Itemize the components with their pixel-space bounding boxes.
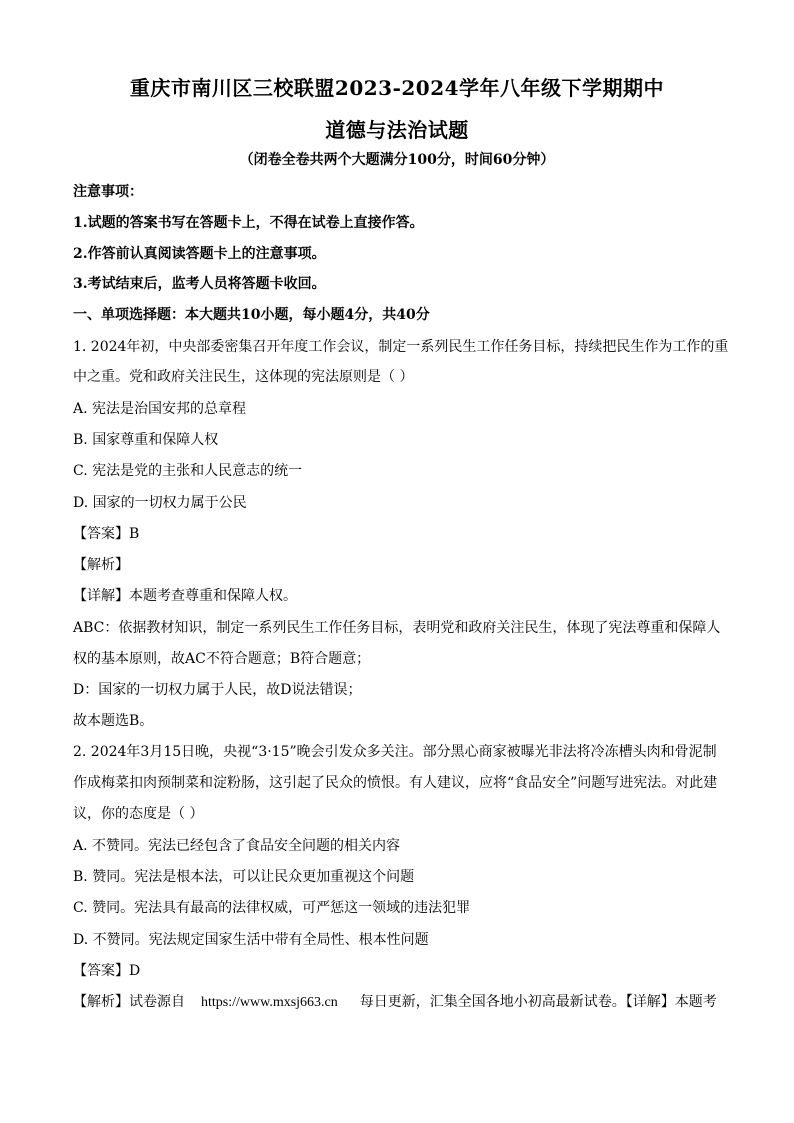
- source-text: 试卷源自: [129, 994, 185, 1010]
- question-1-analysis-label: 【解析】: [73, 557, 129, 573]
- question-1-stem: 中之重。党和政府关注民生，这体现的宪法原则是（ ）: [73, 369, 414, 385]
- question-1-conclusion: 故本题选B。: [73, 713, 154, 729]
- question-2-option-b: B. 赞同。宪法是根本法，可以让民众更加重视这个问题: [73, 869, 415, 885]
- source-tail: 每日更新，汇集全国各地小初高最新试卷。【详解】本题考: [359, 994, 717, 1010]
- source-link[interactable]: https://www.mxsj663.cn: [201, 995, 338, 1010]
- question-1-option-d: D. 国家的一切权力属于公民: [73, 495, 247, 511]
- notice-item: 1.试题的答案书写在答题卡上，不得在试卷上直接作答。: [73, 215, 424, 231]
- question-2-stem: 作成梅菜扣肉预制菜和淀粉肠，这引起了民众的愤恨。有人建议，应将“食品安全”问题写进宪法。对此建: [73, 775, 718, 791]
- question-2-analysis-label: 【解析】: [73, 994, 129, 1010]
- question-1-option-c: C. 宪法是党的主张和人民意志的统一: [73, 463, 303, 479]
- notice-item: 3.考试结束后，监考人员将答题卡收回。: [73, 276, 326, 292]
- question-2-option-c: C. 赞同。宪法具有最高的法律权威，可严惩这一领域的违法犯罪: [73, 900, 471, 916]
- exam-title: 重庆市南川区三校联盟2023-2024学年八年级下学期期中: [129, 76, 665, 100]
- question-2-answer: 【答案】D: [73, 963, 141, 979]
- exam-subtitle: （闭卷全卷共两个大题满分100分，时间60分钟）: [239, 152, 555, 168]
- question-2-option-d: D. 不赞同。宪法规定国家生活中带有全局性、根本性问题: [73, 932, 429, 948]
- question-1-stem: 1. 2024年初，中央部委密集召开年度工作会议，制定一系列民生工作任务目标，持续把民生作为工作的重: [73, 339, 729, 355]
- question-1-detail: 【详解】本题考查尊重和保障人权。: [73, 588, 297, 604]
- question-1-option-b: B. 国家尊重和保障人权: [73, 432, 219, 448]
- section-heading: 一、单项选择题：本大题共10小题，每小题4分，共40分: [73, 307, 430, 323]
- exam-subject-title: 道德与法治试题: [325, 118, 469, 142]
- notice-heading: 注意事项：: [73, 184, 143, 200]
- notice-item: 2.作答前认真阅读答题卡上的注意事项。: [73, 246, 326, 262]
- question-2-analysis: [73, 992, 733, 1013]
- question-1-answer: 【答案】B: [73, 526, 140, 542]
- question-1-option-a: A. 宪法是治国安邦的总章程: [73, 401, 247, 417]
- question-1-explanation: 权的基本原则，故AC不符合题意；B符合题意；: [73, 651, 371, 667]
- question-1-explanation: D：国家的一切权力属于人民，故D说法错误；: [73, 682, 362, 698]
- question-2-option-a: A. 不赞同。宪法已经包含了食品安全问题的相关内容: [73, 838, 401, 854]
- question-1-explanation: ABC：依据教材知识，制定一系列民生工作任务目标，表明党和政府关注民生，体现了宪法尊重和保障人: [73, 620, 721, 636]
- question-2-stem: 议，你的态度是（ ）: [73, 806, 204, 822]
- question-2-stem: 2. 2024年3月15日晚，央视“3·15”晚会引发众多关注。部分黑心商家被曝光非法将冷冻槽头肉和骨泥制: [73, 744, 717, 760]
